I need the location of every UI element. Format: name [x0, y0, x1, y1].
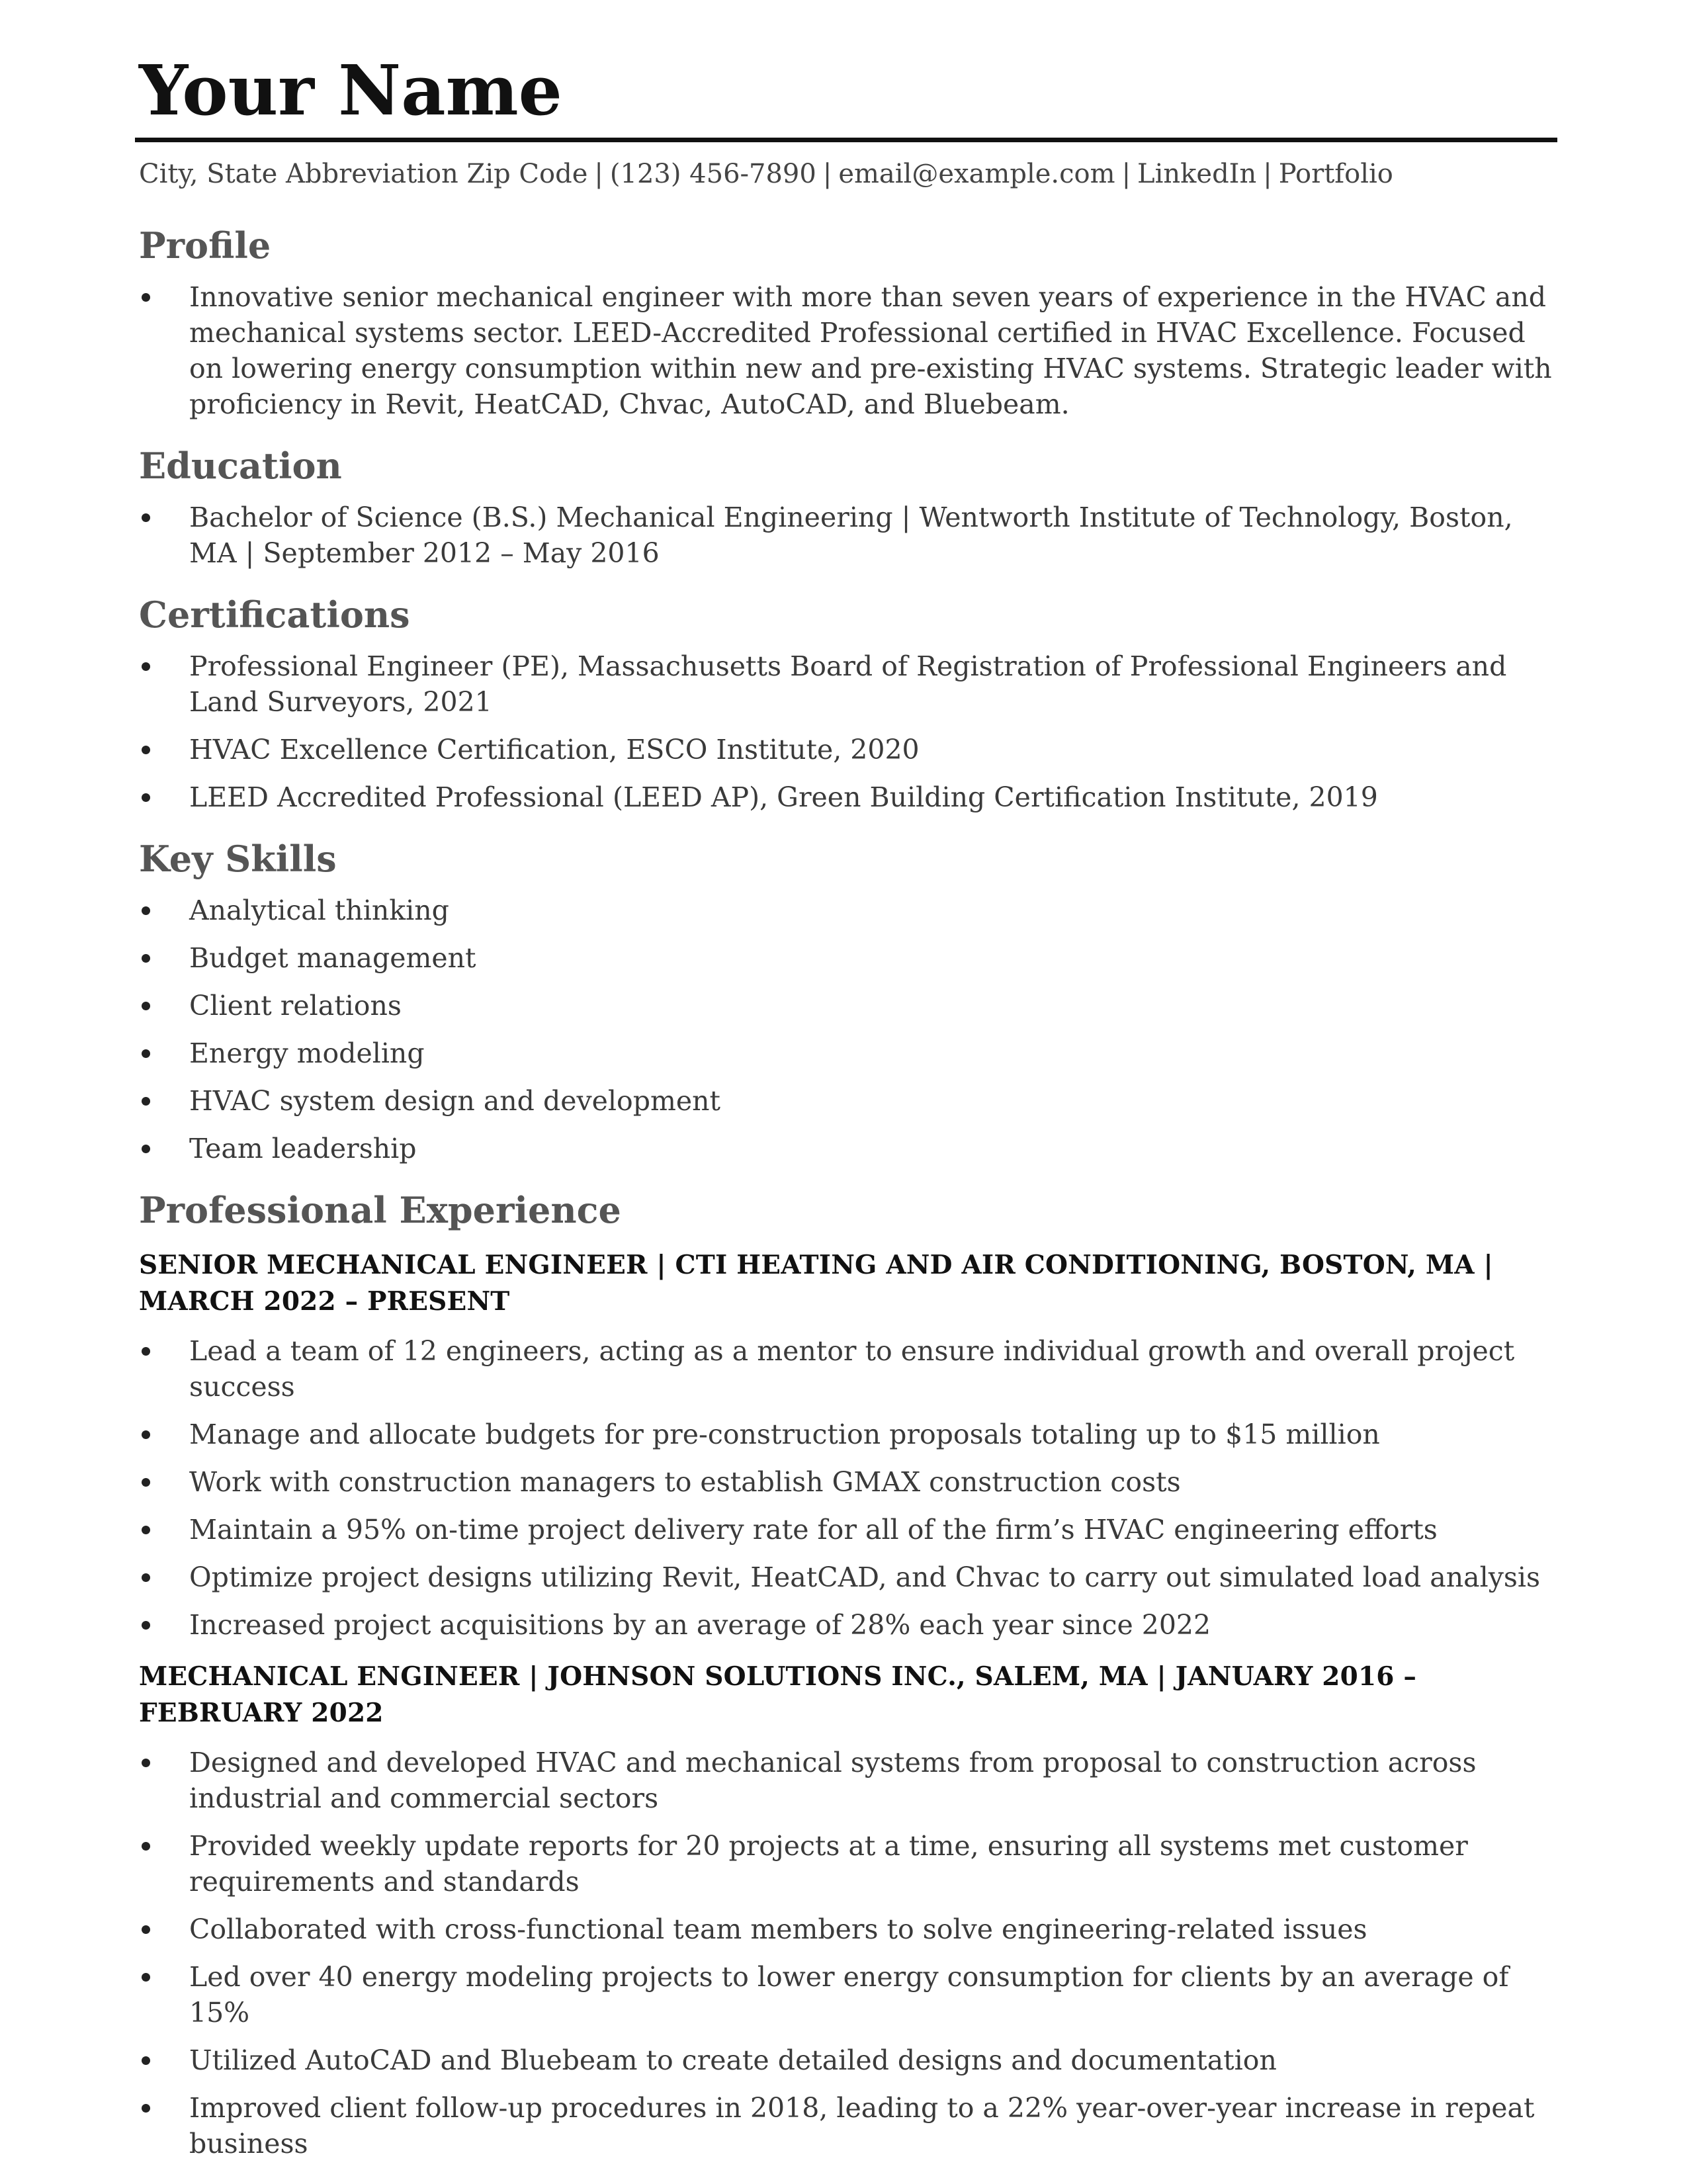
skill-text: Team leadership [189, 1132, 417, 1164]
bullet-icon [142, 906, 150, 915]
bullet-icon [142, 1049, 150, 1058]
bullet-icon [142, 1842, 150, 1851]
candidate-name: Your Name [139, 50, 562, 131]
profile-section [139, 224, 1555, 422]
list-item [139, 1512, 1555, 1548]
job-bullet-text: Collaborated with cross-functional team members to solve engineering-related issues [189, 1913, 1367, 1946]
bullet-icon [142, 1973, 150, 1982]
bullet-icon [142, 1097, 150, 1106]
certifications-list [139, 648, 1555, 815]
skill-text: Client relations [189, 989, 402, 1022]
job-heading: SENIOR MECHANICAL ENGINEER | CTI HEATING AND AIR CONDITIONING, BOSTON, MA | MARCH 2022 – PRESENT [139, 1250, 1493, 1317]
header-divider [135, 138, 1557, 142]
bullet-icon [142, 1478, 150, 1487]
skills-heading: Key Skills [139, 837, 337, 880]
job-bullet-text: Maintain a 95% on-time project delivery rate for all of the firm’s HVAC engineering efforts [189, 1514, 1438, 1546]
list-item [139, 893, 1555, 928]
list-item [139, 1035, 1555, 1071]
job-bullet-text: Designed and developed HVAC and mechanical systems from proposal to construction across industrial and commercial sectors [189, 1747, 1477, 1815]
list-item [139, 1911, 1555, 1947]
profile-list [139, 279, 1555, 422]
list-item [139, 1083, 1555, 1119]
list-item [139, 1464, 1555, 1500]
bullet-icon [142, 746, 150, 754]
certification-text: Professional Engineer (PE), Massachusetts Board of Registration of Professional Engineers and Land Surveyors, 2021 [189, 650, 1507, 718]
contact-phone: (123) 456-7890 [609, 159, 816, 190]
bullet-icon [142, 662, 150, 671]
list-item [139, 279, 1555, 422]
contact-email: email@example.com [838, 159, 1115, 190]
bullet-icon [142, 513, 150, 522]
bullet-icon [142, 1430, 150, 1439]
list-item [139, 988, 1555, 1024]
experience-heading: Professional Experience [139, 1188, 621, 1231]
certification-text: HVAC Excellence Certification, ESCO Institute, 2020 [189, 733, 920, 765]
list-item [139, 2090, 1555, 2162]
contact-line [139, 157, 1555, 191]
certifications-heading: Certifications [139, 593, 410, 636]
job-heading: MECHANICAL ENGINEER | JOHNSON SOLUTIONS INC., SALEM, MA | JANUARY 2016 – FEBRUARY 2022 [139, 1661, 1417, 1729]
list-item [139, 1131, 1555, 1166]
bullet-icon [142, 2056, 150, 2065]
experience-section [139, 1189, 1555, 2162]
list-item [139, 1959, 1555, 2031]
profile-heading: Profile [139, 224, 271, 267]
bullet-icon [142, 793, 150, 802]
skill-text: Budget management [189, 941, 476, 974]
list-item [139, 1559, 1555, 1595]
list-item [139, 648, 1555, 720]
contact-separator: | [1121, 159, 1131, 190]
certification-text: LEED Accredited Professional (LEED AP), Green Building Certification Institute, 2019 [189, 781, 1378, 813]
profile-text: Innovative senior mechanical engineer with more than seven years of experience in the HVAC and mechanical systems sector. LEED-Accredited Professional certified in HVAC Excellence. Focused on lowering energy consumption within new and pre-existing HVAC systems. Strategic leader with proficiency in Revit, HeatCAD, Chvac, AutoCAD, and Bluebeam. [189, 281, 1552, 421]
skill-text: HVAC system design and development [189, 1084, 720, 1117]
skill-text: Analytical thinking [189, 894, 449, 926]
contact-separator: | [822, 159, 832, 190]
bullet-icon [142, 954, 150, 963]
skill-text: Energy modeling [189, 1037, 425, 1069]
job-bullet-text: Utilized AutoCAD and Bluebeam to create detailed designs and documentation [189, 2044, 1277, 2077]
list-item [139, 1828, 1555, 1900]
resume-page [139, 50, 1555, 2184]
skills-list [139, 893, 1555, 1166]
contact-location: City, State Abbreviation Zip Code [139, 159, 588, 190]
list-item [139, 940, 1555, 976]
education-section [139, 445, 1555, 571]
list-item [139, 732, 1555, 767]
list-item [139, 2042, 1555, 2078]
contact-portfolio: Portfolio [1278, 159, 1393, 190]
list-item [139, 1333, 1555, 1405]
job-bullets [139, 1745, 1555, 2162]
bullet-icon [142, 1002, 150, 1010]
list-item [139, 1607, 1555, 1643]
job-bullet-text: Led over 40 energy modeling projects to lower energy consumption for clients by an average of 15% [189, 1961, 1509, 2029]
list-item [139, 779, 1555, 815]
job-bullet-text: Improved client follow-up procedures in 2018, leading to a 22% year-over-year increase in repeat business [189, 2092, 1535, 2160]
skills-section [139, 838, 1555, 1166]
bullet-icon [142, 2104, 150, 2113]
bullet-icon [142, 1526, 150, 1534]
bullet-icon [142, 1925, 150, 1934]
job-bullet-text: Increased project acquisitions by an average of 28% each year since 2022 [189, 1609, 1211, 1641]
education-text: Bachelor of Science (B.S.) Mechanical Engineering | Wentworth Institute of Technology, Boston, MA | September 2012 – May 2016 [189, 501, 1513, 569]
job-bullets [139, 1333, 1555, 1643]
contact-separator: | [1263, 159, 1272, 190]
list-item [139, 1417, 1555, 1452]
job-bullet-text: Provided weekly update reports for 20 projects at a time, ensuring all systems met customer requirements and standards [189, 1830, 1468, 1898]
bullet-icon [142, 1347, 150, 1356]
job-bullet-text: Manage and allocate budgets for pre-construction proposals totaling up to $15 million [189, 1419, 1380, 1451]
education-heading: Education [139, 445, 342, 488]
contact-separator: | [594, 159, 603, 190]
certifications-section [139, 593, 1555, 815]
bullet-icon [142, 293, 150, 302]
bullet-icon [142, 1759, 150, 1767]
job-bullet-text: Optimize project designs utilizing Revit, HeatCAD, and Chvac to carry out simulated load analysis [189, 1561, 1541, 1594]
bullet-icon [142, 1573, 150, 1582]
job-bullet-text: Lead a team of 12 engineers, acting as a mentor to ensure individual growth and overall project success [189, 1335, 1515, 1403]
list-item [139, 500, 1555, 571]
education-list [139, 500, 1555, 571]
bullet-icon [142, 1621, 150, 1630]
contact-linkedin: LinkedIn [1137, 159, 1257, 190]
list-item [139, 1745, 1555, 1816]
job-bullet-text: Work with construction managers to establish GMAX construction costs [189, 1466, 1181, 1499]
bullet-icon [142, 1145, 150, 1153]
